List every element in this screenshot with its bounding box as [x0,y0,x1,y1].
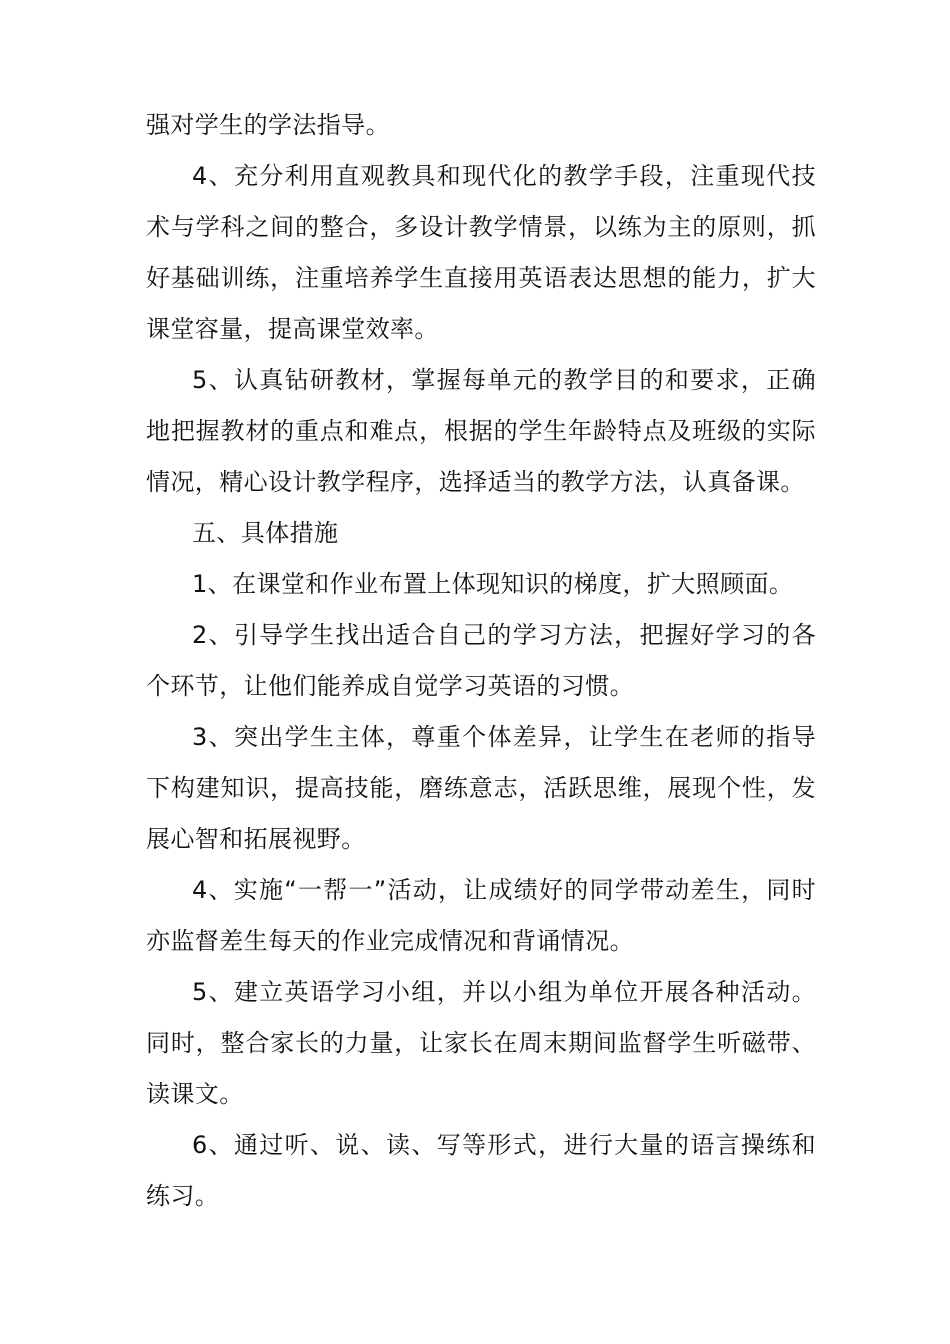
paragraph-continuation: 强对学生的学法指导。 [146,111,390,139]
paragraph-item-5: 5、认真钻研教材，掌握每单元的教学目的和要求，正确地把握教材的重点和难点，根据的学生年龄特点及班级的实际情况，精心设计教学程序，选择适当的教学方法，认真备课。 [146,366,816,496]
measure-item-1: 1、在课堂和作业布置上体现知识的梯度，扩大照顾面。 [192,570,794,598]
measure-item-3: 3、突出学生主体，尊重个体差异，让学生在老师的指导下构建知识，提高技能，磨练意志，活跃思维，展现个性，发展心智和拓展视野。 [146,723,816,853]
document-body [146,100,816,1222]
measure-item-2: 2、引导学生找出适合自己的学习方法，把握好学习的各个环节，让他们能养成自觉学习英语的习惯。 [146,621,816,700]
section-heading: 五、具体措施 [192,519,339,547]
measure-item-5: 5、建立英语学习小组，并以小组为单位开展各种活动。同时，整合家长的力量，让家长在周末期间监督学生听磁带、读课文。 [146,978,816,1108]
measure-item-4: 4、实施“一帮一”活动，让成绩好的同学带动差生，同时亦监督差生每天的作业完成情况和背诵情况。 [146,876,816,955]
measure-item-6: 6、通过听、说、读、写等形式，进行大量的语言操练和练习。 [146,1131,816,1210]
paragraph-item-4: 4、充分利用直观教具和现代化的教学手段，注重现代技术与学科之间的整合，多设计教学情景，以练为主的原则，抓好基础训练，注重培养学生直接用英语表达思想的能力，扩大课堂容量，提高课堂效率。 [146,162,816,343]
